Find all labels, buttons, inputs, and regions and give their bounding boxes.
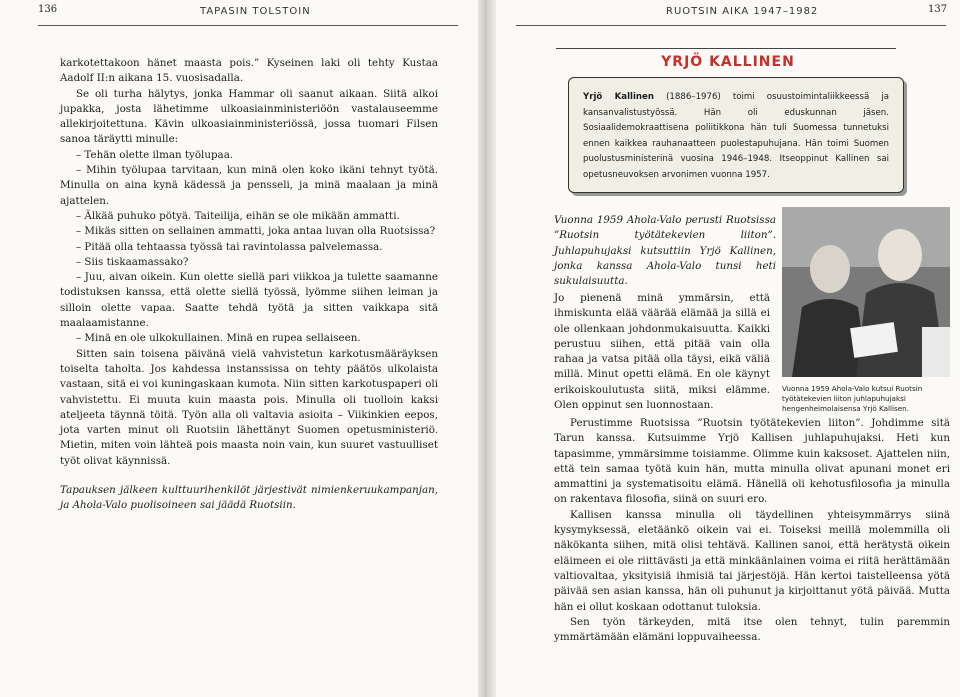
photo-kallinen [782, 207, 950, 377]
italic-note: Tapauksen jälkeen kulttuurihenkilöt järjestivät nimienkeruukampanjan, ja Ahola-Valo puolisoineen sai jäädä Ruotsiin. [60, 484, 438, 512]
running-head-left: TAPASIN TOLSTOIN [200, 6, 311, 17]
paragraph: Kallisen kanssa minulla oli täydellinen yhteisymmärrys siinä kysymyksessä, eletäänkö oikein vai ei. Toiseksi meillä molemmilla oli näkökanta siihen, mitä olisi tehtävä. Kallinen sanoi, että herätystä oikein eläimeen ei ole riittävästi ja että minkäänlainen voima ei riitä herättämään valtiovaltaa, yksityisiä ihmisiä tai järjestöjä. Hän kertoi taistelleensa yötä päivää sen asian kanssa, hän oli puhunut ja kirjoittanut yötä päivää. Mutta hän ei ollut koskaan odottanut tuloksia. [554, 508, 950, 613]
page-number-right: 137 [928, 4, 948, 15]
book-gutter [478, 0, 496, 697]
right-page [496, 0, 960, 697]
left-body-text [60, 56, 438, 514]
narrow-paragraph [554, 291, 770, 413]
paragraph: Jo pienenä minä ymmärsin, että ihmiskunta elää väärää elämää ja sillä ei ole ollenkaan johdonmukaisuutta. Kaikki perustuu siihen, että pitää vain olla rahaa ja vatsa pitää olla täysi, eikä väliä millä. Minut opetti elämä. En ole käynyt erikoiskoulutusta siitä, miksi elämme. Olen oppinut sen luonnostaan. [554, 292, 770, 412]
header-rule-right [516, 25, 946, 26]
intro-italic [554, 213, 776, 289]
paragraph: – Minä en ole ulkokullainen. Minä en rupea sellaiseen. [76, 332, 361, 345]
paragraph: – Mikäs sitten on sellainen ammatti, joka antaa luvan olla Ruotsissa? [76, 225, 436, 238]
bio-box [568, 77, 904, 193]
section-title: YRJÖ KALLINEN [661, 54, 795, 70]
intro-italic-text: Vuonna 1959 Ahola-Valo perusti Ruotsissa ”Ruotsin työtätekevien liiton”. Juhlapuhujaksi kutsuttiin Yrjö Kallinen, jonka kanssa Ahola-Valo tunsi heti sukulaisuutta. [554, 214, 776, 288]
photo-placeholder-icon [782, 207, 950, 377]
right-body-text [554, 416, 950, 645]
paragraph: – Siis tiskaamassako? [76, 255, 189, 268]
paragraph: – Juu, aivan oikein. Kun olette siellä pari viikkoa ja tulette saamanne todistuksen kanssa, että olette siellä työssä, lyömme siihen leiman ja silloin olette vapaa. Saatte tehdä työtä ja sitten vaikkapa sitä maalaamistanne. [60, 271, 438, 330]
paragraph: Se oli turha hälytys, jonka Hammar oli saanut aikaan. Siitä alkoi jupakka, josta lähetimme ulkoasiainministeriöön vastalauseemme allekirjoitettuna. Kävin ulkoasiainministeriössä, jossa tuomari Filsen sanoa täräytti minulle: [60, 87, 438, 146]
header-rule-left [38, 25, 458, 26]
page-number-left: 136 [38, 4, 58, 15]
paragraph: karkotettakoon hänet maasta pois.” Kyseinen laki oli tehty Kustaa Aadolf II:n aikana 15. vuosisadalla. [60, 57, 438, 85]
bio-text: (1886–1976) toimi osuustoimintaliikkeessä ja kansanvalistustyössä. Hän oli eduskunnan jäsen. Sosiaalidemokraattisena poliitikkona hän tuli Suomessa tunnetuksi ennen kaikkea rauhanaatteen puolestapuhujana. Hän toimi Suomen puolustusministerinä vuosina 1946–1948. Itseoppinut Kallinen sai opetusneuvoksen arvonimen vuonna 1957. [583, 92, 889, 180]
paragraph: Perustimme Ruotsissa ”Ruotsin työtätekevien liiton”. Johdimme sitä Tarun kanssa. Kutsuimme Yrjö Kallisen juhlapuhujaksi. Heti kun tapasimme, ymmärsimme toisiamme. Olimme kuin kaksoset. Ajattelen niin, että tein samaa työtä kuin hän, mutta minulla olivat apunani monet eri ammattini ja systematisoitu elämä. Hänellä oli kehotusfilosofia ja minulla on rakentava filosofia, siinä on suuri ero. [554, 417, 950, 506]
running-head-right: RUOTSIN AIKA 1947–1982 [666, 6, 819, 17]
paragraph: – Mihin työlupaa tarvitaan, kun minä olen koko ikäni tehnyt työtä. Minulla on aina kynä kädessä ja pensseli, ja minä maalaan ja minä ajattelen. [60, 164, 438, 207]
paragraph: Sitten sain toisena päivänä vielä vahvistetun karkotusmääräyksen toiselta taholta. Jos kahdessa instanssissa on tehty päätös ulkolaista vastaan, sitä ei voi kuningaskaan kumota. Niin sitten karkotuspaperi oli vahvistettu. Ei muuta kuin maasta pois. Minulla oli tuolloin kaksi ateljeeta täynnä töitä. Työn alla oli valtavia asioita – Viikinkien eepos, jota varten minut oli Ruotsiin lähettänyt Suomen opetusministeriö. Mietin, miten voin lähteä pois maasta noin vain, kun suuret vastuulliset työt olivat käynnissä. [60, 347, 438, 467]
left-page [0, 0, 478, 697]
bio-name: Yrjö Kallinen [583, 92, 654, 102]
photo-caption: Vuonna 1959 Ahola-Valo kutsui Ruotsin työtätekevien liiton juhlapuhujaksi hengenheimolaisensa Yrjö Kallisen. [782, 384, 923, 413]
title-rule [556, 48, 896, 49]
paragraph: – Tehän olette ilman työlupaa. [76, 148, 234, 161]
paragraph: – Pitää olla tehtaassa työssä tai ravintolassa palvelemassa. [76, 240, 383, 253]
paragraph: Sen työn tärkeyden, mitä itse olen tehnyt, tulin paremmin ymmärtämään elämäni loppuvaiheessa. [554, 615, 950, 644]
paragraph: – Älkää puhuko pötyä. Taiteilija, eihän se ole mikään ammatti. [76, 209, 400, 222]
